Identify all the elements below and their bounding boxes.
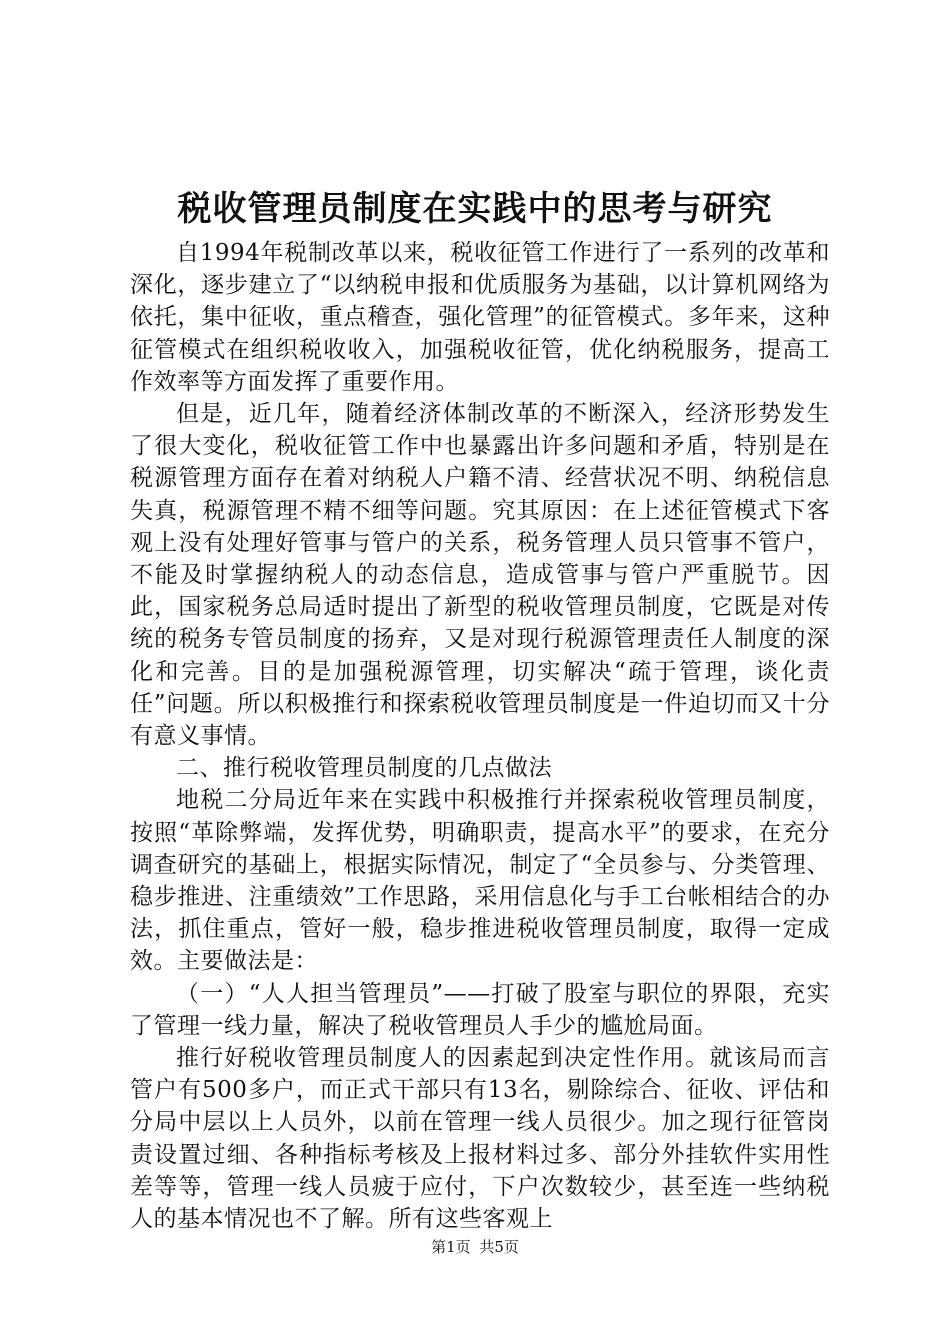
paragraph-5: 推行好税收管理员制度人的因素起到决定性作用。就该局而言管户有500多户，而正式干部只有13名，剔除综合、征收、评估和分局中层以上人员外，以前在管理一线人员很少。加之现行征管岗责设置过细、各种指标考核及上报材料过多、部分外挂软件实用性差等等，管理一线人员疲于应付，下户次数较少，甚至连一些纳税人的基本情况也不了解。所有这些客观上 — [130, 1045, 830, 1233]
page-number: 第1页 — [431, 1238, 471, 1256]
section-heading: 二、推行税收管理员制度的几点做法 — [176, 755, 552, 782]
paragraph-3: 地税二分局近年来在实践中积极推行并探索税收管理员制度，按照“革除弊端，发挥优势，明确职责，提高水平”的要求，在充分调查研究的基础上，根据实际情况，制定了“全员参与、分类管理、稳步推进、注重绩效”工作思路，采用信息化与手工台帐相结合的办法，抓住重点，管好一般，稳步推进税收管理员制度，取得一定成效。主要做法是： — [130, 787, 830, 975]
paragraph-2: 但是，近几年，随着经济体制改革的不断深入，经济形势发生了很大变化，税收征管工作中也暴露出许多问题和矛盾，特别是在税源管理方面存在着对纳税人户籍不清、经营状况不明、纳税信息失真，税源管理不精不细等问题。究其原因：在上述征管模式下客观上没有处理好管事与管户的关系，税务管理人员只管事不管户，不能及时掌握纳税人的动态信息，造成管事与管户严重脱节。因此，国家税务总局适时提出了新型的税收管理员制度，它既是对传统的税务专管员制度的扬弃，又是对现行税源管理责任人制度的深化和完善。目的是加强税源管理，切实解决“疏于管理，谈化责任”问题。所以积极推行和探索税收管理员制度是一件迫切而又十分有意义事情。 — [130, 401, 830, 750]
paragraph-4: （一）“人人担当管理员”——打破了股室与职位的界限，充实了管理一线力量，解决了税收管理员人手少的尴尬局面。 — [130, 980, 830, 1039]
document-body — [130, 237, 830, 1235]
page-total: 共5页 — [479, 1238, 519, 1256]
document-title: 税收管理员制度在实践中的思考与研究 — [177, 189, 773, 229]
page-footer — [0, 1237, 950, 1257]
paragraph-1: 自1994年税制改革以来，税收征管工作进行了一系列的改革和深化，逐步建立了“以纳税申报和优质服务为基础，以计算机网络为依托，集中征收，重点稽查，强化管理”的征管模式。多年来，这种征管模式在组织税收收入，加强税收征管，优化纳税服务，提高工作效率等方面发挥了重要作用。 — [130, 240, 830, 395]
